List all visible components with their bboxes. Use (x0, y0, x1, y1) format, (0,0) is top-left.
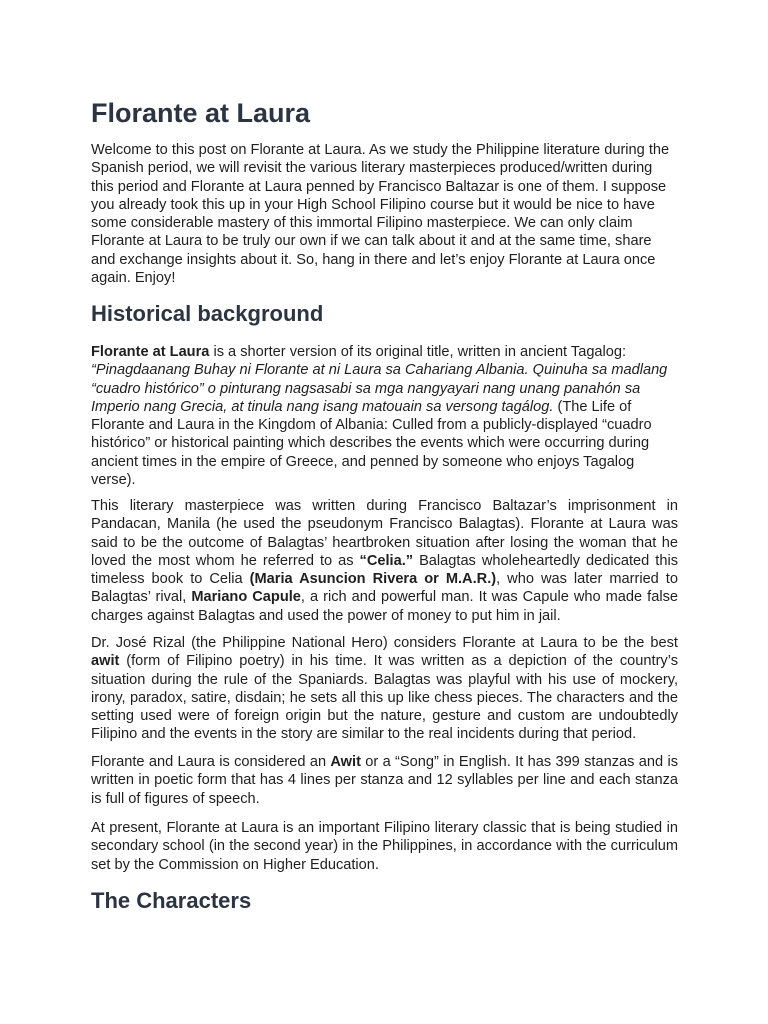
hist2-text-4: , a rich and powerful man. It was Capule who made false charges against Balagtas and used the power of money to put him in jail. (91, 589, 678, 624)
hist2-text-3: , who was later married to Balagtas’ rival, (91, 571, 678, 606)
historical-background-heading: Historical background (91, 301, 324, 326)
historical-paragraph-3 (91, 634, 678, 744)
hist3-text-2: (form of Filipino poetry) in his time. It was written as a depiction of the country’s situation during the rule of the Spaniards. Balagtas was playful with his use of mockery, irony, paradox, satire, disdain; he sets all this up like chess pieces. The characters and the setting used were of foreign origin but the nature, gesture and custom are undoubtedly Filipino and the events in the story are similar to the real incidents during that period. (91, 653, 678, 743)
historical-paragraph-2 (91, 497, 678, 625)
page-title: Florante at Laura (91, 98, 311, 128)
hist4-text-2: or a “Song” in English. It has 399 stanzas and is written in poetic form that has 4 lines per stanza and 12 syllables per line and each stanza is full of figures of speech. (91, 754, 678, 807)
hist1-text-1: is a shorter version of its original title, written in ancient Tagalog: (209, 344, 627, 360)
hist1-text-2: (The Life of Florante and Laura in the Kingdom of Albania: Culled from a publicly-displayed “cuadro histórico” or historical painting which describes the events which were occurring during ancient times in the empire of Greece, and penned by someone who enjoys Tagalog verse). (91, 398, 652, 489)
characters-heading: The Characters (91, 888, 252, 913)
hist3-text-1: Dr. José Rizal (the Philippine National Hero) considers Florante at Laura to be the best (91, 635, 678, 651)
awit-bold-2: Awit (330, 754, 361, 770)
maria-asuncion-bold: (Maria Asuncion Rivera or M.A.R.) (249, 571, 497, 588)
historical-paragraph-5: At present, Florante at Laura is an important Filipino literary classic that is being studied in secondary school (in the second year) in the Philippines, in accordance with the curriculum set by the Commission on Higher Education. (91, 820, 678, 873)
hist2-text-1: This literary masterpiece was written during Francisco Baltazar’s imprisonment in Pandacan, Manila (he used the pseudonym Francisco Balagtas). Florante at Laura was said to be the outcome of Balagtas’ heartbroken situation after losing the woman that he loved the most whom he referred to as (91, 498, 678, 569)
bold-title-text: Florante at Laura (91, 344, 210, 360)
mariano-capule-bold: Mariano Capule (191, 589, 301, 606)
hist2-text-2: Balagtas wholeheartedly dedicated this timeless book to Celia (91, 552, 678, 588)
original-title-italic: “Pinagdaanang Buhay ni Florante at ni Laura sa Cahariang Albania. Quinuha sa madlang “cuadro histórico” o pinturang nagsasabi sa mga nangyayari nang unang panahón sa Imperio nang Grecia, at tinula nang isang matouain sa versong tagálog. (91, 362, 668, 415)
awit-bold: awit (91, 653, 120, 670)
celia-bold: “Celia.” (359, 552, 414, 569)
hist4-text-1: Florante and Laura is considered an (91, 754, 331, 770)
historical-paragraph-1 (91, 343, 678, 489)
historical-paragraph-4 (91, 753, 678, 808)
intro-paragraph: Welcome to this post on Florante at Laura. As we study the Philippine literature during the Spanish period, we will revisit the various literary masterpieces produced/written during this period and Florante at Laura penned by Francisco Baltazar is one of them. I suppose you already took this up in your High School Filipino course but it would be nice to have some considerable mastery of this immortal Filipino masterpiece. We can only claim Florante at Laura to be truly our own if we can talk about it and at the same time, share and exchange insights about it. So, hang in there and let’s enjoy Florante at Laura once again. Enjoy! (91, 142, 670, 287)
